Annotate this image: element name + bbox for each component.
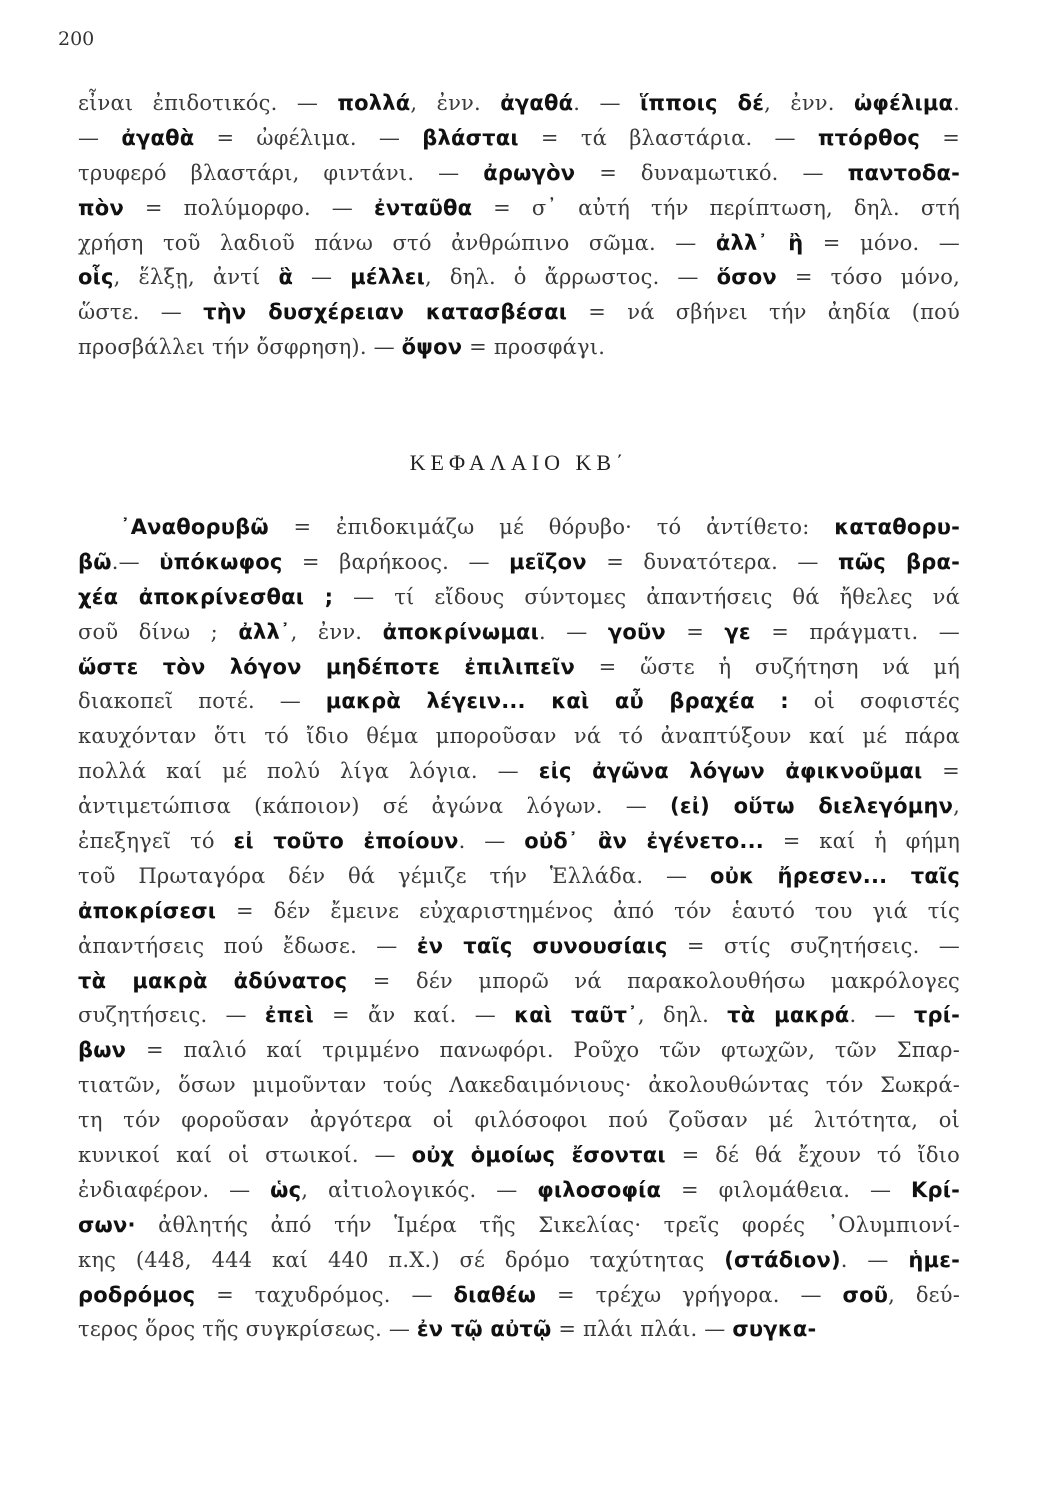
gloss-text: = δυναμωτικό. — (575, 160, 848, 185)
text-line (78, 226, 960, 261)
lemma-term: χέα ἀποκρίνεσθαι ; (78, 584, 334, 609)
lemma-term: ὅσον (716, 265, 777, 290)
lemma-term: οὐκ ἤρεσεν... ταῖς (710, 863, 960, 888)
lemma-term: ἐπεὶ (264, 1003, 314, 1028)
lemma-term: ἀγαθὰ (121, 125, 195, 150)
gloss-text: τοῦ Πρωταγόρα δέν θά γέμιζε τήν Ἑλλάδα. — (78, 863, 711, 888)
text-line (78, 156, 960, 191)
lemma-term: καὶ ταῦτ᾽ (514, 1003, 638, 1028)
text-line (78, 1278, 960, 1313)
gloss-text: = ἐπιδοκιμάζω μέ θόρυβο· τό ἀντίθετο: (268, 515, 835, 539)
gloss-text: κης (448, 444 καί 440 π.Χ.) σέ δρόμο ταχύτητας (78, 1247, 725, 1272)
text-line (78, 580, 960, 615)
gloss-text: , (953, 794, 960, 819)
lemma-term: τρί- (913, 1003, 960, 1028)
gloss-text: = δέν ἔμεινε εὐχαριστημένος ἀπό τόν ἑαυτό του γιά τίς (216, 898, 960, 923)
text-line (78, 1312, 960, 1347)
lemma-term: βων (78, 1038, 127, 1063)
gloss-text: . — (573, 91, 640, 115)
text-line (78, 191, 960, 226)
gloss-text: εἶναι ἐπιδοτικός. — (78, 91, 338, 115)
text-line (78, 260, 960, 295)
gloss-text: = τά βλαστάρια. — (518, 125, 818, 150)
gloss-text: = δυνατότερα. — (586, 549, 839, 574)
lemma-term: ἐν ταῖς συνουσίαις (416, 933, 668, 958)
gloss-text: .— (111, 549, 160, 574)
lemma-term: οὐδ᾽ ἂν ἐγένετο... (524, 829, 764, 854)
gloss-text: , ἕλξῃ, ἀντί (113, 265, 279, 290)
gloss-text: = φιλομάθεια. — (661, 1177, 911, 1202)
gloss-text: — (78, 125, 122, 150)
lemma-term: ἀποκρίνωμαι (382, 619, 539, 644)
gloss-text: τιατῶν, ὅσων μιμοῦνταν τούς Λακεδαιμόνιους· ἀκολουθώντας τόν Σωκρά- (78, 1073, 960, 1098)
gloss-text: ἀπαντήσεις πού ἔδωσε. — (78, 933, 417, 958)
text-line (78, 859, 960, 894)
lemma-term: σοῦ (842, 1282, 889, 1307)
lemma-term: πῶς βρα- (838, 549, 960, 574)
lemma-term: Κρί- (910, 1177, 960, 1202)
gloss-text: συζητήσεις. — (78, 1003, 265, 1028)
gloss-text: = μόνο. — (803, 230, 961, 255)
gloss-text: τη τόν φοροῦσαν ἀργότερα οἱ φιλόσοφοι πού ζοῦσαν μέ λιτότητα, οἱ (78, 1108, 960, 1133)
lemma-term: ὠφέλιμα (853, 91, 954, 115)
gloss-text: = σ᾽ αὐτή τήν περίπτωση, δηλ. στή (472, 195, 960, 220)
gloss-text: ἀθλητής ἀπό τήν Ἱμέρα τῆς Σικελίας· τρεῖς φορές ᾽Ολυμπιονί- (135, 1212, 960, 1237)
gloss-text: οἱ σοφιστές (788, 689, 960, 714)
lemma-term: ροδρόμος (78, 1282, 196, 1307)
text-line (78, 1208, 960, 1243)
lemma-term: μεῖζον (509, 549, 587, 574)
gloss-text: . — (840, 1247, 909, 1272)
text-line (78, 1068, 960, 1103)
text-line (78, 719, 960, 754)
lemma-term: οἷς (78, 265, 114, 290)
lemma-term: τὰ μακρά (727, 1003, 850, 1028)
gloss-text: , δηλ. (637, 1003, 728, 1028)
gloss-text: , αἰτιολογικός. — (301, 1177, 538, 1202)
lemma-term: ὡς (270, 1177, 302, 1202)
text-line (78, 295, 960, 330)
lemma-term: πτόρθος (817, 125, 921, 150)
gloss-text: = παλιό καί τριμμένο πανωφόρι. Ροῦχο τῶν φτωχῶν, τῶν Σπαρ- (126, 1038, 960, 1063)
text-line (78, 824, 960, 859)
gloss-text: = (665, 619, 725, 644)
lemma-term: ἐν τῷ αὐτῷ (416, 1317, 552, 1342)
gloss-text: , ἐνν. (410, 91, 501, 115)
lemma-term: διαθέω (453, 1282, 537, 1307)
lemma-term: γοῦν (607, 619, 666, 644)
gloss-text: = καί ἡ φήμη (763, 829, 961, 854)
lemma-term: μέλλει (350, 265, 425, 290)
text-line (78, 964, 960, 999)
gloss-text: — τί εἴδους σύντομες ἀπαντήσεις θά ἤθελες νά (333, 584, 960, 609)
commentary-block-chapter-kb (78, 510, 960, 1347)
gloss-text: = δέν μπορῶ νά παρακολουθήσω μακρόλογες (347, 968, 960, 993)
text-line (78, 684, 960, 719)
text-line (78, 929, 960, 964)
text-line (78, 1243, 960, 1278)
lemma-term: ἵπποις δέ (640, 91, 765, 115)
gloss-text: = βαρήκοος. — (282, 549, 510, 574)
gloss-text: . (953, 91, 960, 115)
lemma-term: (στάδιον) (724, 1247, 841, 1272)
lemma-term: μακρὰ λέγειν... καὶ αὖ βραχέα : (325, 689, 789, 714)
gloss-text: , ἐνν. (290, 619, 383, 644)
gloss-text: . — (538, 619, 608, 644)
gloss-text: = ταχυδρόμος. — (195, 1282, 454, 1307)
text-line (78, 998, 960, 1033)
lemma-term: ἃ (278, 265, 294, 290)
lemma-term: οὐχ ὁμοίως ἔσονται (411, 1143, 666, 1168)
gloss-text: — (293, 265, 351, 290)
gloss-text: = πράγματι. — (750, 619, 961, 644)
gloss-text: = στίς συζητήσεις. — (667, 933, 960, 958)
gloss-text: = ὥστε ἡ συζήτηση νά μή (574, 654, 960, 679)
gloss-text: , δηλ. ὁ ἄρρωστος. — (425, 265, 717, 290)
gloss-text: ὥστε. — (78, 300, 204, 325)
text-line (78, 650, 960, 685)
lemma-term: πολλά (337, 91, 411, 115)
text-line (78, 545, 960, 580)
lemma-term: εἰ τοῦτο ἐποίουν (233, 829, 459, 854)
lemma-term: πὸν (78, 195, 124, 220)
chapter-heading: ΚΕΦΑΛΑΙΟ ΚΒ΄ (409, 450, 629, 475)
commentary-block-previous-chapter (78, 86, 960, 365)
lemma-term: (εἰ) οὕτω διελεγόμην (670, 794, 954, 819)
text-line (78, 86, 960, 121)
gloss-text: ἐπεξηγεῖ τό (78, 829, 234, 854)
lemma-term: σων· (78, 1212, 136, 1237)
lemma-term: ἐνταῦθα (373, 195, 473, 220)
lemma-term: τὰ μακρὰ ἀδύνατος (78, 968, 348, 993)
lemma-term: ἀλλ᾽ ἢ (715, 230, 804, 255)
gloss-text: . — (458, 829, 525, 854)
gloss-text: . — (849, 1003, 914, 1028)
gloss-text: ἐνδιαφέρον. — (78, 1177, 271, 1202)
text-line (78, 754, 960, 789)
lemma-term: ᾽Αναθορυβῶ (120, 515, 269, 539)
text-line (78, 510, 960, 545)
gloss-text: = δέ θά ἔχουν τό ἴδιο (665, 1143, 960, 1168)
lemma-term: βλάσται (422, 125, 519, 150)
gloss-text: προσβάλλει τήν ὄσφρηση). — (78, 335, 402, 360)
gloss-text: = (920, 125, 960, 150)
lemma-term: ὄψον (401, 335, 463, 360)
text-line (78, 121, 960, 156)
lemma-term: γε (724, 619, 751, 644)
lemma-term: ἀγαθά (500, 91, 574, 115)
gloss-text: , δεύ- (888, 1282, 960, 1307)
lemma-term: ἀποκρίσεσι (78, 898, 217, 923)
lemma-term: φιλοσοφία (537, 1177, 662, 1202)
lemma-term: ἀρωγὸν (483, 160, 576, 185)
gloss-text: , ἐνν. (764, 91, 854, 115)
gloss-text: τρυφερό βλαστάρι, φιντάνι. — (78, 160, 484, 185)
gloss-text: σοῦ δίνω ; (78, 619, 239, 644)
text-line (78, 789, 960, 824)
text-line (78, 330, 960, 365)
gloss-text: πολλά καί μέ πολύ λίγα λόγια. — (78, 759, 539, 784)
gloss-text: τερος ὅρος τῆς συγκρίσεως. — (78, 1317, 417, 1342)
text-line (78, 1138, 960, 1173)
gloss-text: = τόσο μόνο, (776, 265, 960, 290)
gloss-text: = ὠφέλιμα. — (194, 125, 423, 150)
lemma-term: συγκα- (732, 1317, 817, 1342)
gloss-text: = ἄν καί. — (313, 1003, 515, 1028)
lemma-term: εἰς ἀγῶνα λόγων ἀφικνοῦμαι (538, 759, 923, 784)
lemma-term: ὑπόκωφος (159, 549, 283, 574)
gloss-text: χρήση τοῦ λαδιοῦ πάνω στό ἀνθρώπινο σῶμα. — (78, 230, 716, 255)
text-line (78, 1033, 960, 1068)
lemma-term: τὴν δυσχέρειαν κατασβέσαι (203, 300, 568, 325)
text-line (78, 894, 960, 929)
lemma-term: ἡμε- (908, 1247, 960, 1272)
gloss-text: ἀντιμετώπισα (κάποιον) σέ ἀγώνα λόγων. — (78, 794, 671, 819)
gloss-text: = νά σβήνει τήν ἀηδία (πού (567, 300, 960, 325)
text-line (78, 1103, 960, 1138)
gloss-text: = προσφάγι. (462, 335, 606, 360)
lemma-term: ὥστε τὸν λόγον μηδέποτε ἐπιλιπεῖν (78, 654, 575, 679)
lemma-term: παντοδα- (847, 160, 960, 185)
gloss-text: καυχόνταν ὅτι τό ἴδιο θέμα μποροῦσαν νά τό ἀναπτύξουν καί μέ πάρα (78, 724, 960, 749)
gloss-text: = (922, 759, 960, 784)
gloss-text: διακοπεῖ ποτέ. — (78, 689, 326, 714)
lemma-term: ἀλλ᾽ (238, 619, 291, 644)
lemma-term: καταθορυ- (834, 515, 960, 539)
gloss-text: = τρέχω γρήγορα. — (536, 1282, 843, 1307)
lemma-term: βῶ (78, 549, 112, 574)
text-line (78, 1173, 960, 1208)
gloss-text: = πλάι πλάι. — (551, 1317, 733, 1342)
text-line (78, 615, 960, 650)
gloss-text: = πολύμορφο. — (123, 195, 374, 220)
page-number: 200 (58, 28, 95, 50)
gloss-text: κυνικοί καί οἱ στωικοί. — (78, 1143, 412, 1168)
